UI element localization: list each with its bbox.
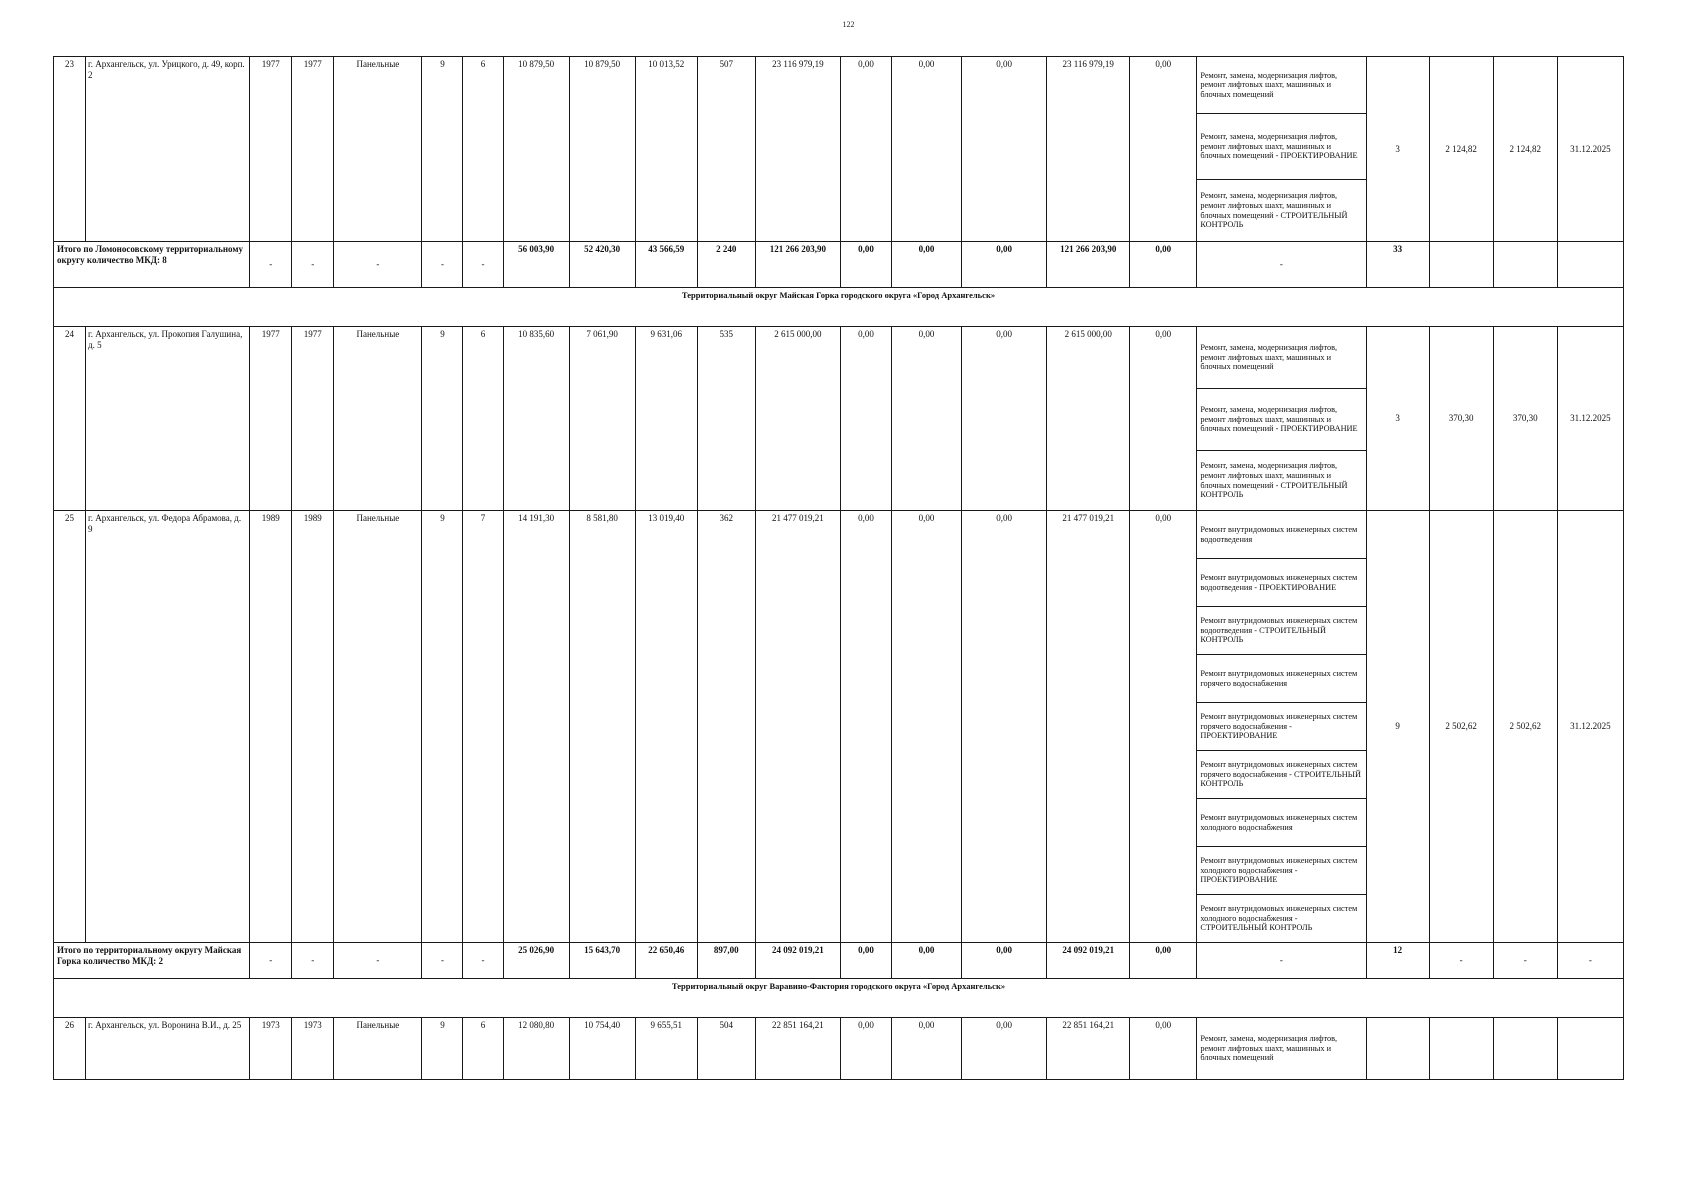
total-cost-other: 0,00: [1130, 242, 1197, 288]
empty-cell: [1493, 242, 1557, 288]
deadline: 31.12.2025: [1557, 57, 1623, 242]
total-label: Итого по территориальному округу Майская Горка количество МКД: 2: [54, 943, 250, 979]
total-dash: -: [250, 242, 292, 288]
unit-cost: 2 124,82: [1493, 57, 1557, 242]
wall-material: Панельные: [334, 57, 422, 242]
year-built: 1973: [250, 1018, 292, 1080]
cost-other: 0,00: [1130, 1018, 1197, 1080]
work-type: Ремонт внутридомовых инженерных систем горячего водоснабжения - ПРОЕКТИРОВАНИЕ: [1197, 703, 1366, 751]
total-dash: -: [250, 943, 292, 979]
total-dash: -: [463, 943, 503, 979]
area-owned: 13 019,40: [635, 511, 697, 943]
work-type: Ремонт внутридомовых инженерных систем холодного водоснабжения: [1197, 799, 1366, 847]
row-number: 23: [54, 57, 86, 242]
year-built: 1977: [250, 327, 292, 511]
total-dash: -: [334, 242, 422, 288]
total-dash: -: [334, 943, 422, 979]
entrances: 7: [463, 511, 503, 943]
table-row-house-26: [54, 1018, 1624, 1080]
table-row-total-maiskaya: [54, 943, 1624, 979]
cost-budget-local: 0,00: [962, 511, 1047, 943]
cost-total: 22 851 164,21: [755, 1018, 840, 1080]
units: 9: [1366, 511, 1429, 943]
row-number: 25: [54, 511, 86, 943]
table-row-house-24: [54, 327, 1624, 389]
cost-fund: 0,00: [840, 327, 891, 511]
page-number: 122: [842, 20, 855, 29]
total-area-total: 56 003,90: [503, 242, 569, 288]
address: г. Архангельск, ул. Федора Абрамова, д. 9: [86, 511, 250, 943]
total-cost-owners: 24 092 019,21: [1047, 943, 1130, 979]
residents: 507: [697, 57, 755, 242]
cost-total: 21 477 019,21: [755, 511, 840, 943]
year-commissioned: 1973: [292, 1018, 334, 1080]
cost-budget-regional: 0,00: [891, 1018, 961, 1080]
section-title: Территориальный округ Майская Горка городского округа «Город Архангельск»: [54, 288, 1624, 327]
area-living: 10 754,40: [569, 1018, 635, 1080]
total-residents: 897,00: [697, 943, 755, 979]
year-commissioned: 1977: [292, 327, 334, 511]
section-title: Территориальный округ Варавино-Фактория городского округа «Город Архангельск»: [54, 979, 1624, 1018]
cost-budget-local: 0,00: [962, 1018, 1047, 1080]
residents: 535: [697, 327, 755, 511]
work-type: Ремонт внутридомовых инженерных систем водоотведения - ПРОЕКТИРОВАНИЕ: [1197, 559, 1366, 607]
table-row-total-lomonosov: [54, 242, 1624, 288]
work-type: Ремонт, замена, модернизация лифтов, ремонт лифтовых шахт, машинных и блочных помещений: [1197, 57, 1366, 114]
total-dash: -: [292, 943, 334, 979]
total-cost-budget-regional: 0,00: [891, 242, 961, 288]
empty-cell: [1493, 1018, 1557, 1080]
table-row-house-25: [54, 511, 1624, 559]
cost-budget-local: 0,00: [962, 57, 1047, 242]
cost-owners: 23 116 979,19: [1047, 57, 1130, 242]
total-area-living: 15 643,70: [569, 943, 635, 979]
total-dash: -: [1197, 943, 1366, 979]
floors: 9: [422, 57, 463, 242]
total-dash: -: [463, 242, 503, 288]
floors: 9: [422, 1018, 463, 1080]
total-area-total: 25 026,90: [503, 943, 569, 979]
empty-cell: [1429, 1018, 1493, 1080]
address: г. Архангельск, ул. Урицкого, д. 49, корп. 2: [86, 57, 250, 242]
unit-cost: 370,30: [1493, 327, 1557, 511]
area-total: 10 879,50: [503, 57, 569, 242]
cost-budget-local: 0,00: [962, 327, 1047, 511]
floors: 9: [422, 327, 463, 511]
area-total: 10 835,60: [503, 327, 569, 511]
total-cost-total: 24 092 019,21: [755, 943, 840, 979]
cost-fund: 0,00: [840, 511, 891, 943]
cost-other: 0,00: [1130, 57, 1197, 242]
area-total: 14 191,30: [503, 511, 569, 943]
section-header-varavino: [54, 979, 1624, 1018]
cost-other: 0,00: [1130, 511, 1197, 943]
total-dash: -: [292, 242, 334, 288]
year-commissioned: 1977: [292, 57, 334, 242]
total-cost-owners: 121 266 203,90: [1047, 242, 1130, 288]
total-dash: -: [1429, 943, 1493, 979]
total-area-living: 52 420,30: [569, 242, 635, 288]
total-cost-budget-regional: 0,00: [891, 943, 961, 979]
cost-owners: 21 477 019,21: [1047, 511, 1130, 943]
area-living: 7 061,90: [569, 327, 635, 511]
deadline: 31.12.2025: [1557, 327, 1623, 511]
total-dash: -: [422, 242, 463, 288]
total-dash: -: [1557, 943, 1623, 979]
cost-fund: 0,00: [840, 57, 891, 242]
units: 3: [1366, 57, 1429, 242]
total-cost-fund: 0,00: [840, 943, 891, 979]
entrances: 6: [463, 57, 503, 242]
address: г. Архангельск, ул. Воронина В.И., д. 25: [86, 1018, 250, 1080]
total-label: Итого по Ломоносовскому территориальному округу количество МКД: 8: [54, 242, 250, 288]
total-dash: -: [1197, 242, 1366, 288]
total-dash: -: [422, 943, 463, 979]
wall-material: Панельные: [334, 511, 422, 943]
area-living: 8 581,80: [569, 511, 635, 943]
work-type: Ремонт внутридомовых инженерных систем холодного водоснабжения - ПРОЕКТИРОВАНИЕ: [1197, 847, 1366, 895]
capital-repair-table: [53, 56, 1624, 1080]
cost-fund: 0,00: [840, 1018, 891, 1080]
work-type: Ремонт, замена, модернизация лифтов, ремонт лифтовых шахт, машинных и блочных помещений - ПРОЕКТИРОВАНИЕ: [1197, 114, 1366, 180]
cost-budget-regional: 0,00: [891, 57, 961, 242]
year-commissioned: 1989: [292, 511, 334, 943]
total-cost-budget-local: 0,00: [962, 943, 1047, 979]
area-total: 12 080,80: [503, 1018, 569, 1080]
unit-cost-max: 370,30: [1429, 327, 1493, 511]
address: г. Архангельск, ул. Прокопия Галушина, д. 5: [86, 327, 250, 511]
empty-cell: [1557, 242, 1623, 288]
cost-owners: 22 851 164,21: [1047, 1018, 1130, 1080]
empty-cell: [1429, 242, 1493, 288]
row-number: 24: [54, 327, 86, 511]
total-cost-other: 0,00: [1130, 943, 1197, 979]
work-type: Ремонт внутридомовых инженерных систем холодного водоснабжения - СТРОИТЕЛЬНЫЙ КОНТРОЛЬ: [1197, 895, 1366, 943]
total-cost-fund: 0,00: [840, 242, 891, 288]
total-units: 33: [1366, 242, 1429, 288]
total-residents: 2 240: [697, 242, 755, 288]
entrances: 6: [463, 327, 503, 511]
work-type: Ремонт, замена, модернизация лифтов, ремонт лифтовых шахт, машинных и блочных помещений - СТРОИТЕЛЬНЫЙ КОНТРОЛЬ: [1197, 180, 1366, 242]
total-cost-budget-local: 0,00: [962, 242, 1047, 288]
unit-cost-max: 2 502,62: [1429, 511, 1493, 943]
wall-material: Панельные: [334, 327, 422, 511]
area-owned: 9 655,51: [635, 1018, 697, 1080]
row-number: 26: [54, 1018, 86, 1080]
section-header-maiskaya: [54, 288, 1624, 327]
cost-budget-regional: 0,00: [891, 327, 961, 511]
total-cost-total: 121 266 203,90: [755, 242, 840, 288]
cost-budget-regional: 0,00: [891, 511, 961, 943]
wall-material: Панельные: [334, 1018, 422, 1080]
floors: 9: [422, 511, 463, 943]
work-type: Ремонт внутридомовых инженерных систем горячего водоснабжения: [1197, 655, 1366, 703]
total-area-owned: 43 566,59: [635, 242, 697, 288]
total-dash: -: [1493, 943, 1557, 979]
cost-owners: 2 615 000,00: [1047, 327, 1130, 511]
unit-cost-max: 2 124,82: [1429, 57, 1493, 242]
year-built: 1977: [250, 57, 292, 242]
area-owned: 10 013,52: [635, 57, 697, 242]
work-type: Ремонт, замена, модернизация лифтов, ремонт лифтовых шахт, машинных и блочных помещений - ПРОЕКТИРОВАНИЕ: [1197, 389, 1366, 451]
area-living: 10 879,50: [569, 57, 635, 242]
work-type: Ремонт внутридомовых инженерных систем горячего водоснабжения - СТРОИТЕЛЬНЫЙ КОНТРОЛЬ: [1197, 751, 1366, 799]
deadline: 31.12.2025: [1557, 511, 1623, 943]
work-type: Ремонт, замена, модернизация лифтов, ремонт лифтовых шахт, машинных и блочных помещений: [1197, 1018, 1366, 1080]
work-type: Ремонт, замена, модернизация лифтов, ремонт лифтовых шахт, машинных и блочных помещений: [1197, 327, 1366, 389]
residents: 362: [697, 511, 755, 943]
empty-cell: [1557, 1018, 1623, 1080]
work-type: Ремонт, замена, модернизация лифтов, ремонт лифтовых шахт, машинных и блочных помещений - СТРОИТЕЛЬНЫЙ КОНТРОЛЬ: [1197, 451, 1366, 511]
table-row-house-23: [54, 57, 1624, 114]
units: 3: [1366, 327, 1429, 511]
work-type: Ремонт внутридомовых инженерных систем водоотведения - СТРОИТЕЛЬНЫЙ КОНТРОЛЬ: [1197, 607, 1366, 655]
year-built: 1989: [250, 511, 292, 943]
total-area-owned: 22 650,46: [635, 943, 697, 979]
residents: 504: [697, 1018, 755, 1080]
empty-cell: [1366, 1018, 1429, 1080]
total-units: 12: [1366, 943, 1429, 979]
work-type: Ремонт внутридомовых инженерных систем водоотведения: [1197, 511, 1366, 559]
entrances: 6: [463, 1018, 503, 1080]
unit-cost: 2 502,62: [1493, 511, 1557, 943]
area-owned: 9 631,06: [635, 327, 697, 511]
cost-other: 0,00: [1130, 327, 1197, 511]
cost-total: 23 116 979,19: [755, 57, 840, 242]
cost-total: 2 615 000,00: [755, 327, 840, 511]
